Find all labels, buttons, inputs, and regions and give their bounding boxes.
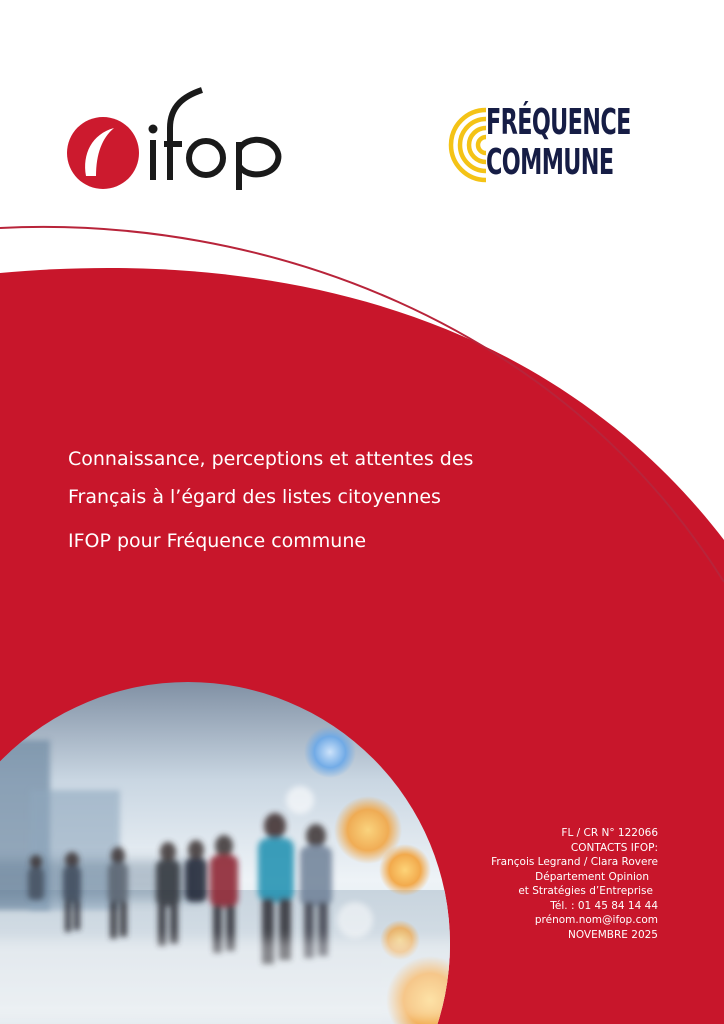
reference-number: FL / CR N° 122066 — [561, 827, 658, 839]
commune-word: COMMUNE — [486, 142, 614, 183]
report-subtitle: IFOP pour Fréquence commune — [68, 530, 367, 552]
frequence-commune-logo — [440, 103, 640, 187]
report-date: NOVEMBRE 2025 — [567, 928, 658, 941]
frequence-word: FRÉQUENCE — [486, 102, 631, 143]
sound-wave-icon — [440, 106, 490, 184]
title-line-1: Connaissance, perceptions et attentes des — [68, 448, 474, 470]
contact-email: prénom.nom@ifop.com — [534, 914, 658, 926]
ifop-logo — [66, 84, 286, 190]
title-line-2: Français à l’égard des listes citoyennes — [68, 486, 441, 508]
contacts-heading: CONTACTS IFOP: — [570, 841, 658, 854]
frequence-commune-wordmark — [486, 103, 640, 183]
phone-number: Tél. : 01 45 84 14 44 — [550, 899, 658, 912]
department-line-1: Département Opinion — [535, 870, 649, 883]
report-title — [68, 440, 588, 553]
contact-info — [398, 826, 658, 942]
department-line-2: et Stratégies d’Entreprise — [518, 885, 653, 897]
contact-names: François Legrand / Clara Rovere — [491, 856, 658, 868]
